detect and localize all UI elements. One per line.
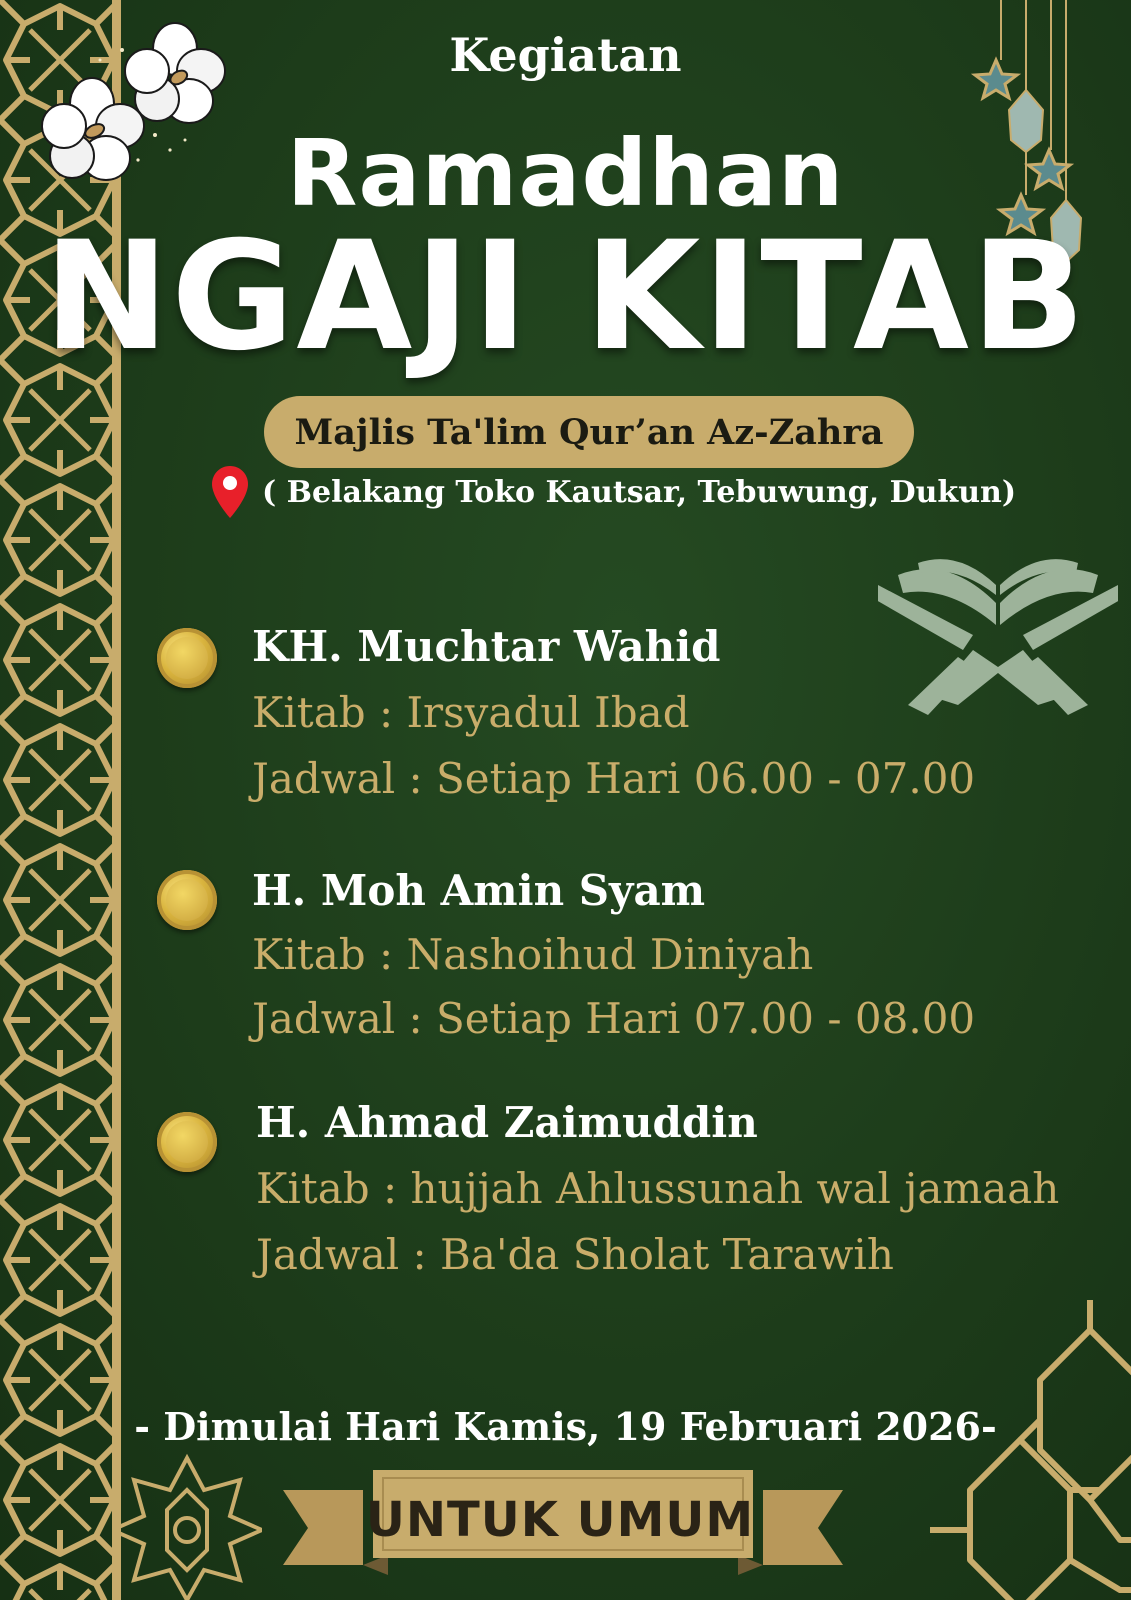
venue-pill xyxy=(264,396,914,468)
star-ornament-icon xyxy=(112,1450,262,1600)
title-line-1: Ramadhan xyxy=(286,120,845,227)
gold-bullet-icon xyxy=(157,870,217,930)
teacher-name: H. Ahmad Zaimuddin xyxy=(256,1098,758,1147)
location-pin-icon xyxy=(212,466,248,518)
teacher-name: H. Moh Amin Syam xyxy=(252,866,706,915)
teacher-jadwal: Jadwal : Ba'da Sholat Tarawih xyxy=(256,1230,894,1279)
page-title: NGAJI KITAB xyxy=(43,210,1088,384)
venue-name: Majlis Ta'lim Qur’an Az-Zahra xyxy=(294,411,884,453)
teacher-name: KH. Muchtar Wahid xyxy=(252,622,721,671)
audience-label: UNTUK UMUM xyxy=(365,1492,755,1548)
quran-stand-icon xyxy=(878,555,1118,725)
teacher-jadwal: Jadwal : Setiap Hari 07.00 - 08.00 xyxy=(252,994,976,1043)
teacher-kitab: Kitab : Irsyadul Ibad xyxy=(252,688,690,737)
kicker-text: Kegiatan xyxy=(449,28,682,82)
start-date-text: - Dimulai Hari Kamis, 19 Februari 2026- xyxy=(134,1404,997,1449)
teacher-kitab: Kitab : Nashoihud Diniyah xyxy=(252,930,814,979)
address-text: ( Belakang Toko Kautsar, Tebuwung, Dukun) xyxy=(262,475,1017,510)
gold-bullet-icon xyxy=(157,1112,217,1172)
gold-bullet-icon xyxy=(157,628,217,688)
teacher-jadwal: Jadwal : Setiap Hari 06.00 - 07.00 xyxy=(252,754,976,803)
teacher-kitab: Kitab : hujjah Ahlussunah wal jamaah xyxy=(256,1164,1060,1213)
